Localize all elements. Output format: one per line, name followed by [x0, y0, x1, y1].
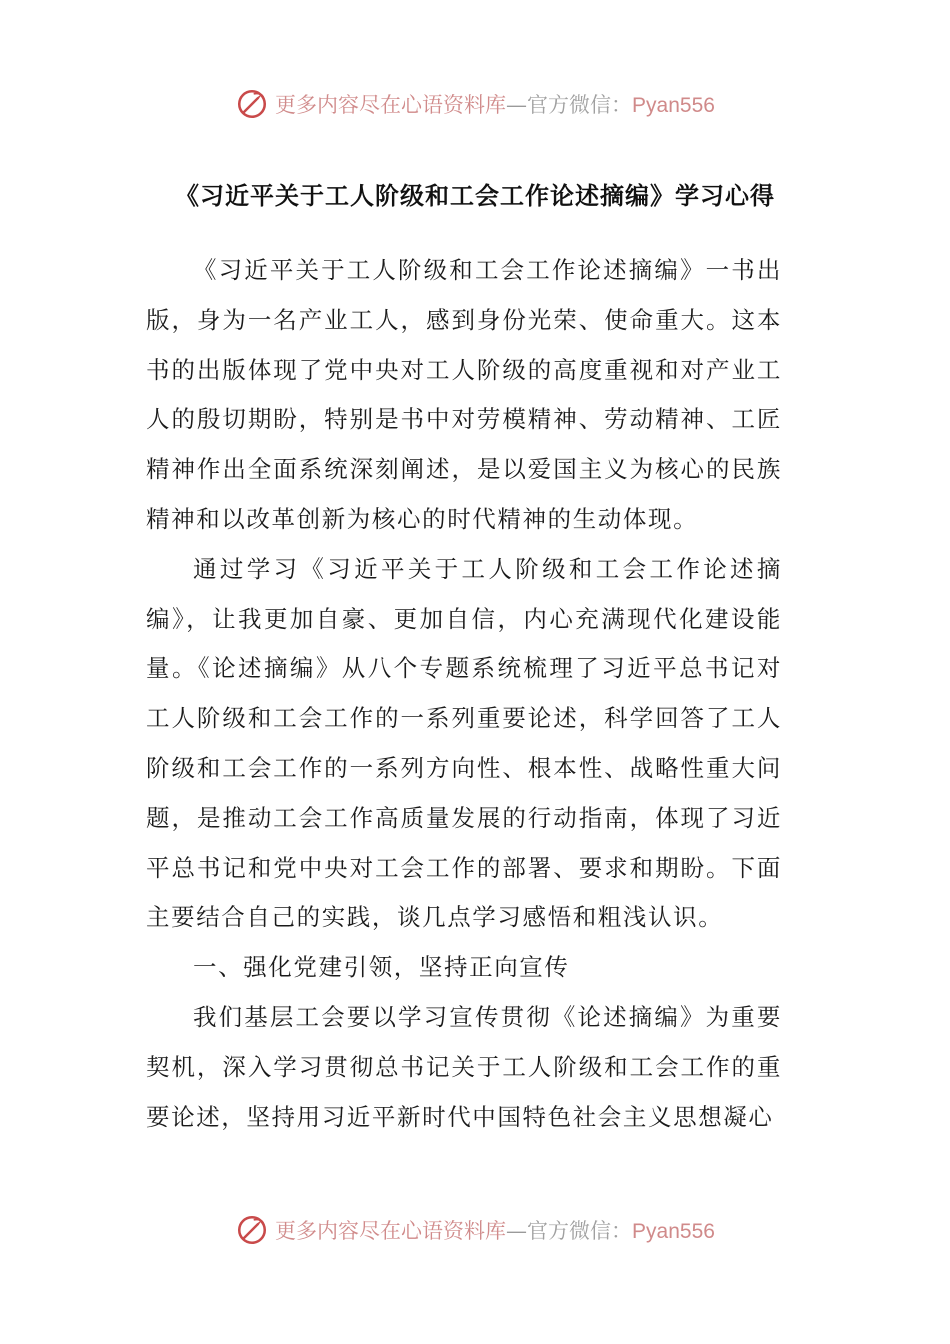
pen-nib-logo-icon — [235, 1213, 269, 1247]
section-heading: 一、强化党建引领，坚持正向宣传 — [193, 953, 570, 982]
paragraph: 《习近平关于工人阶级和工会工作论述摘编》一书出版，身为一名产业工人，感到身份光荣、使命重大。这本书的出版体现了党中央对工人阶级的高度重视和对产业工人的殷切期盼，特别是书中对劳模精神、劳动精神、工匠精神作出全面系统深刻阐述，是以爱国主义为核心的民族精神和以改革创新为核心的时代精神的生动体现。 — [146, 256, 782, 533]
pen-nib-logo-icon — [235, 87, 269, 121]
footer-watermark — [0, 1210, 950, 1250]
header-watermark — [0, 84, 950, 124]
paragraph: 我们基层工会要以学习宣传贯彻《论述摘编》为重要契机，深入学习贯彻总书记关于工人阶级和工会工作的重要论述，坚持用习近平新时代中国特色社会主义思想凝心 — [146, 1002, 782, 1131]
paragraph: 通过学习《习近平关于工人阶级和工会工作论述摘编》，让我更加自豪、更加自信，内心充满现代化建设能量。《论述摘编》从八个专题系统梳理了习近平总书记对工人阶级和工会工作的一系列重要论述，科学回答了工人阶级和工会工作的一系列方向性、根本性、战略性重大问题，是推动工会工作高质量发展的行动指南，体现了习近平总书记和党中央对工会工作的部署、要求和期盼。下面主要结合自己的实践，谈几点学习感悟和粗浅认识。 — [146, 554, 782, 932]
watermark-text: 更多内容尽在心语资料库—官方微信：Pyan556 — [275, 1219, 715, 1243]
document-title: 《习近平关于工人阶级和工会工作论述摘编》学习心得 — [175, 182, 775, 210]
watermark-text: 更多内容尽在心语资料库—官方微信：Pyan556 — [275, 93, 715, 117]
document-body — [146, 246, 782, 1142]
